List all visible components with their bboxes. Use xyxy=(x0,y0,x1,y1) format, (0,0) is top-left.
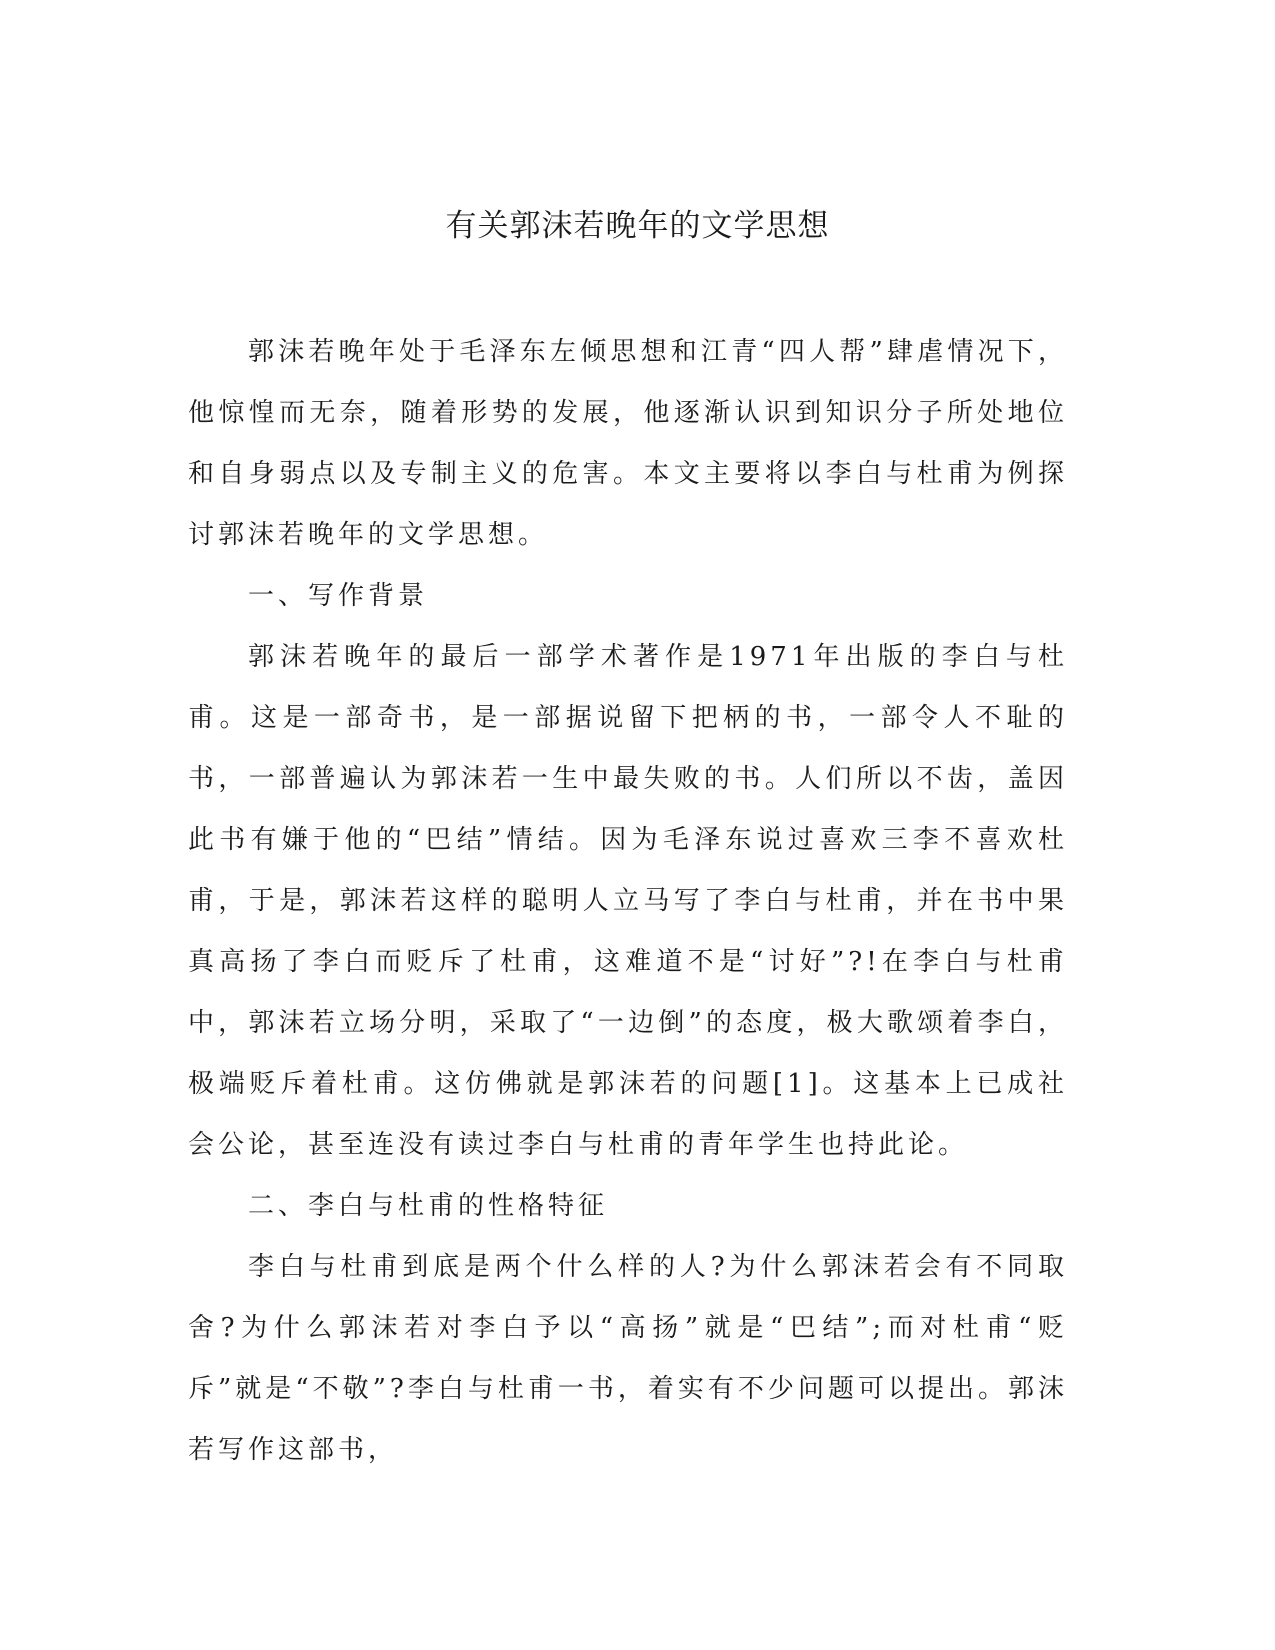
section-heading-character: 二、李白与杜甫的性格特征 xyxy=(248,1191,609,1221)
paragraph-background: 郭沫若晚年的最后一部学术著作是1971年出版的李白与杜甫。这是一部奇书，是一部据说留下把柄的书，一部令人不耻的书，一部普遍认为郭沫若一生中最失败的书。人们所以不齿，盖因此书有嫌于他的“巴结”情结。因为毛泽东说过喜欢三李不喜欢杜甫，于是，郭沫若这样的聪明人立马写了李白与杜甫，并在书中果真高扬了李白而贬斥了杜甫，这难道不是“讨好”?!在李白与杜甫中，郭沫若立场分明，采取了“一边倒”的态度，极大歌颂着李白，极端贬斥着杜甫。这仿佛就是郭沫若的问题[1]。这基本上已成社会公论，甚至连没有读过李白与杜甫的青年学生也持此论。 xyxy=(188,642,1068,1160)
paragraph-intro: 郭沫若晚年处于毛泽东左倾思想和江青“四人帮”肆虐情况下，他惊惶而无奈，随着形势的发展，他逐渐认识到知识分子所处地位和自身弱点以及专制主义的危害。本文主要将以李白与杜甫为例探讨郭沫若晚年的文学思想。 xyxy=(188,337,1068,550)
section-heading-background: 一、写作背景 xyxy=(248,581,429,611)
document-body xyxy=(188,322,1068,1481)
document-title: 有关郭沫若晚年的文学思想 xyxy=(445,208,830,244)
paragraph-character: 李白与杜甫到底是两个什么样的人?为什么郭沫若会有不同取舍?为什么郭沫若对李白予以“高扬”就是“巴结”;而对杜甫“贬斥”就是“不敬”?李白与杜甫一书，着实有不少问题可以提出。郭沫若写作这部书， xyxy=(188,1252,1068,1465)
